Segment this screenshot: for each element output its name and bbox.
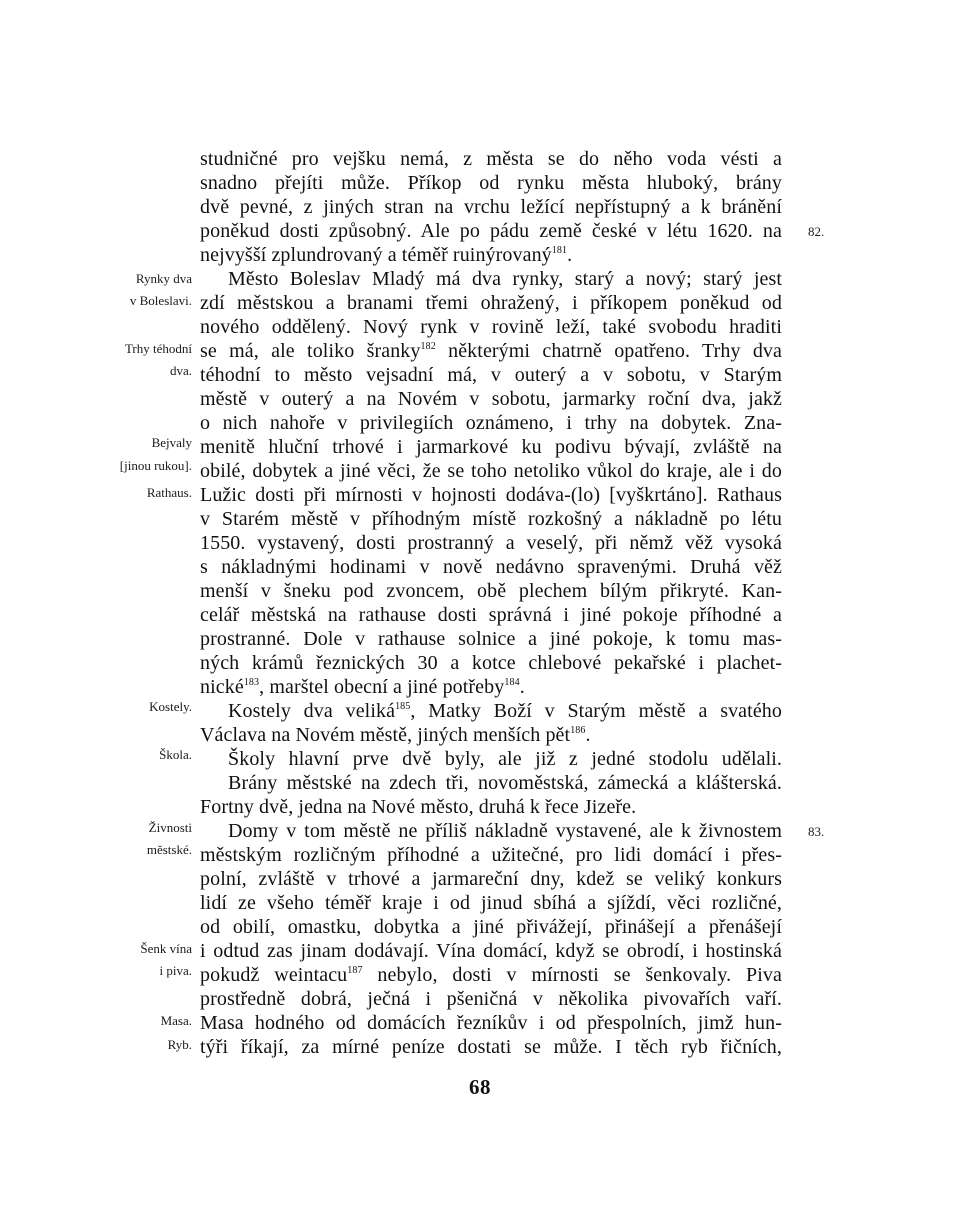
text-line: 1550. vystavený, dosti prostranný a veselý, při němž věž vysoká [200,532,782,554]
text-line: týři říkají, za mírné peníze dostati se může. I těch ryb řičních, [200,1036,782,1058]
margin-note: Kostely. [149,699,192,714]
text-line [200,339,782,363]
text-line: zdí městskou a branami třemi ohražený, i příkopem poněkud od [200,292,782,314]
text-line: prostranné. Dole v rathause solnice a jiné pokoje, k tomu mas- [200,628,782,650]
footnote-ref: 182 [420,341,436,352]
folio-reference: 83. [808,824,825,839]
text-line: poněkud dosti způsobný. Ale po pádu země české v létu 1620. na [200,220,782,242]
text-span: některými chatrně opatřeno. Trhy dva [435,340,783,362]
text-line: snadno přejíti může. Příkop od rynku města hluboký, brány [200,172,782,194]
text-span: , marštel obecní a jiné potřeby [259,676,505,698]
text-line: dvě pevné, z jiných stran na vrchu ležící nepřístupný a k bránění [200,196,782,218]
margin-note: dva. [169,363,192,378]
text-span: nebylo, dosti v mírnosti se šenkovaly. Piva [362,964,782,986]
text-line: celář městská na rathause dosti správná i jiné pokoje příhodné a [200,604,782,626]
margin-note: Trhy téhodní [124,341,192,356]
text-line [200,699,782,723]
margin-note: Šenk vína [140,941,192,956]
margin-note: městské. [146,842,192,857]
text-line: menitě hluční trhové i jarmarkové ku podivu bývají, zvláště na [200,436,782,458]
page-number: 68 [469,1075,491,1099]
margin-note: Rathaus. [146,485,192,500]
margin-note: Škola. [159,747,192,762]
text-line: Město Boleslav Mladý má dva rynky, starý a nový; starý jest [228,268,782,290]
text-span: , Matky Boží v Starým městě a svatého [410,700,782,722]
text-line: obilé, dobytek a jiné věci, že se toho netoliko vůkol do kraje, ale i do [200,460,782,482]
text-line: Masa hodného od domácích řezníkův i od přespolních, jimž hun- [200,1012,782,1034]
text-line: Domy v tom městě ne příliš nákladně vystavené, ale k živnostem [228,820,782,842]
text-span: se má, ale toliko šranky [200,340,421,362]
text-line: Brány městské na zdech tři, novoměstská, zámecká a klášterská. [228,772,782,794]
text-line: Fortny dvě, jedna na Nové město, druhá k řece Jizeře. [200,796,637,818]
footnote-ref: 185 [395,701,411,712]
text-span: pokudž weintacu [200,964,348,986]
margin-note: [jinou rukou]. [119,458,192,473]
folio-reference: 82. [808,224,825,239]
margin-note: Ryb. [167,1037,192,1052]
text-line: ných krámů řeznických 30 a kotce chlebové pekařské i plachet- [200,652,782,674]
margin-note: Masa. [160,1013,192,1028]
text-span: nické [200,676,244,698]
text-span: . [585,724,591,746]
text-line: s nákladnými hodinami v nově nedávno spravenými. Druhá věž [200,556,782,578]
footnote-ref: 181 [551,245,568,256]
text-span: . [519,676,525,698]
text-line: menší v šneku pod zvoncem, obě plechem bílým přikryté. Kan- [200,580,782,602]
margin-note: Živnosti [148,820,192,835]
text-line: v Starém městě v příhodným místě rozkošný a nákladně po létu [200,508,782,530]
margin-note: v Boleslavi. [129,293,192,308]
text-line: prostředně dobrá, ječná i pšeničná v několika pivovařích vaří. [200,988,782,1010]
text-span: . [567,244,573,266]
margin-note: Rynky dva [135,271,192,286]
text-line: i odtud zas jinam dodávají. Vína domácí, když se obrodí, i hostinská [200,940,782,962]
text-line: od obilí, omastku, dobytka a jiné přivážejí, přinášejí a přenášejí [200,916,782,938]
footnote-ref: 183 [243,677,260,688]
text-line: Školy hlavní prve dvě byly, ale již z jedné stodolu udělali. [228,748,782,770]
margin-note: i piva. [159,963,192,978]
text-line: nového oddělený. Nový rynk v rovině leží, také svobodu hraditi [200,316,782,338]
text-line [200,723,782,747]
text-line [200,675,782,699]
text-line: polní, zvláště v trhové a jarmareční dny, kdež se veliký konkurs [200,868,782,890]
text-line: o nich nahoře v privilegiích oznámeno, i trhy na dobytek. Zna- [200,412,782,434]
margin-note: Bejvaly [151,435,192,450]
text-line [200,243,782,267]
text-line: městským rozličným příhodné a užitečné, pro lidi domácí i přes- [200,844,782,866]
footnote-ref: 186 [570,725,586,736]
text-line: studničné pro vejšku nemá, z města se do něho voda vésti a [200,148,782,170]
text-span: Václava na Novém městě, jiných menších pět [200,724,571,746]
text-line: Lužic dosti při mírnosti v hojnosti dodáva-(lo) [vyškrtáno]. Rathaus [200,484,782,506]
footnote-ref: 187 [347,965,363,976]
footnote-ref: 184 [504,677,520,688]
text-line: téhodní to město vejsadní má, v outerý a v sobotu, v Starým [200,364,782,386]
text-line [200,963,782,987]
text-span: Kostely dva veliká [228,700,396,722]
text-line: městě v outerý a na Novém v sobotu, jarmarky roční dva, jakž [200,388,782,410]
text-line: lidí ze všeho téměř kraje i od jinud sbíhá a sjíždí, věci rozličné, [200,892,782,914]
text-span: nejvyšší zplundrovaný a téměř ruinýrovaný [200,244,552,266]
